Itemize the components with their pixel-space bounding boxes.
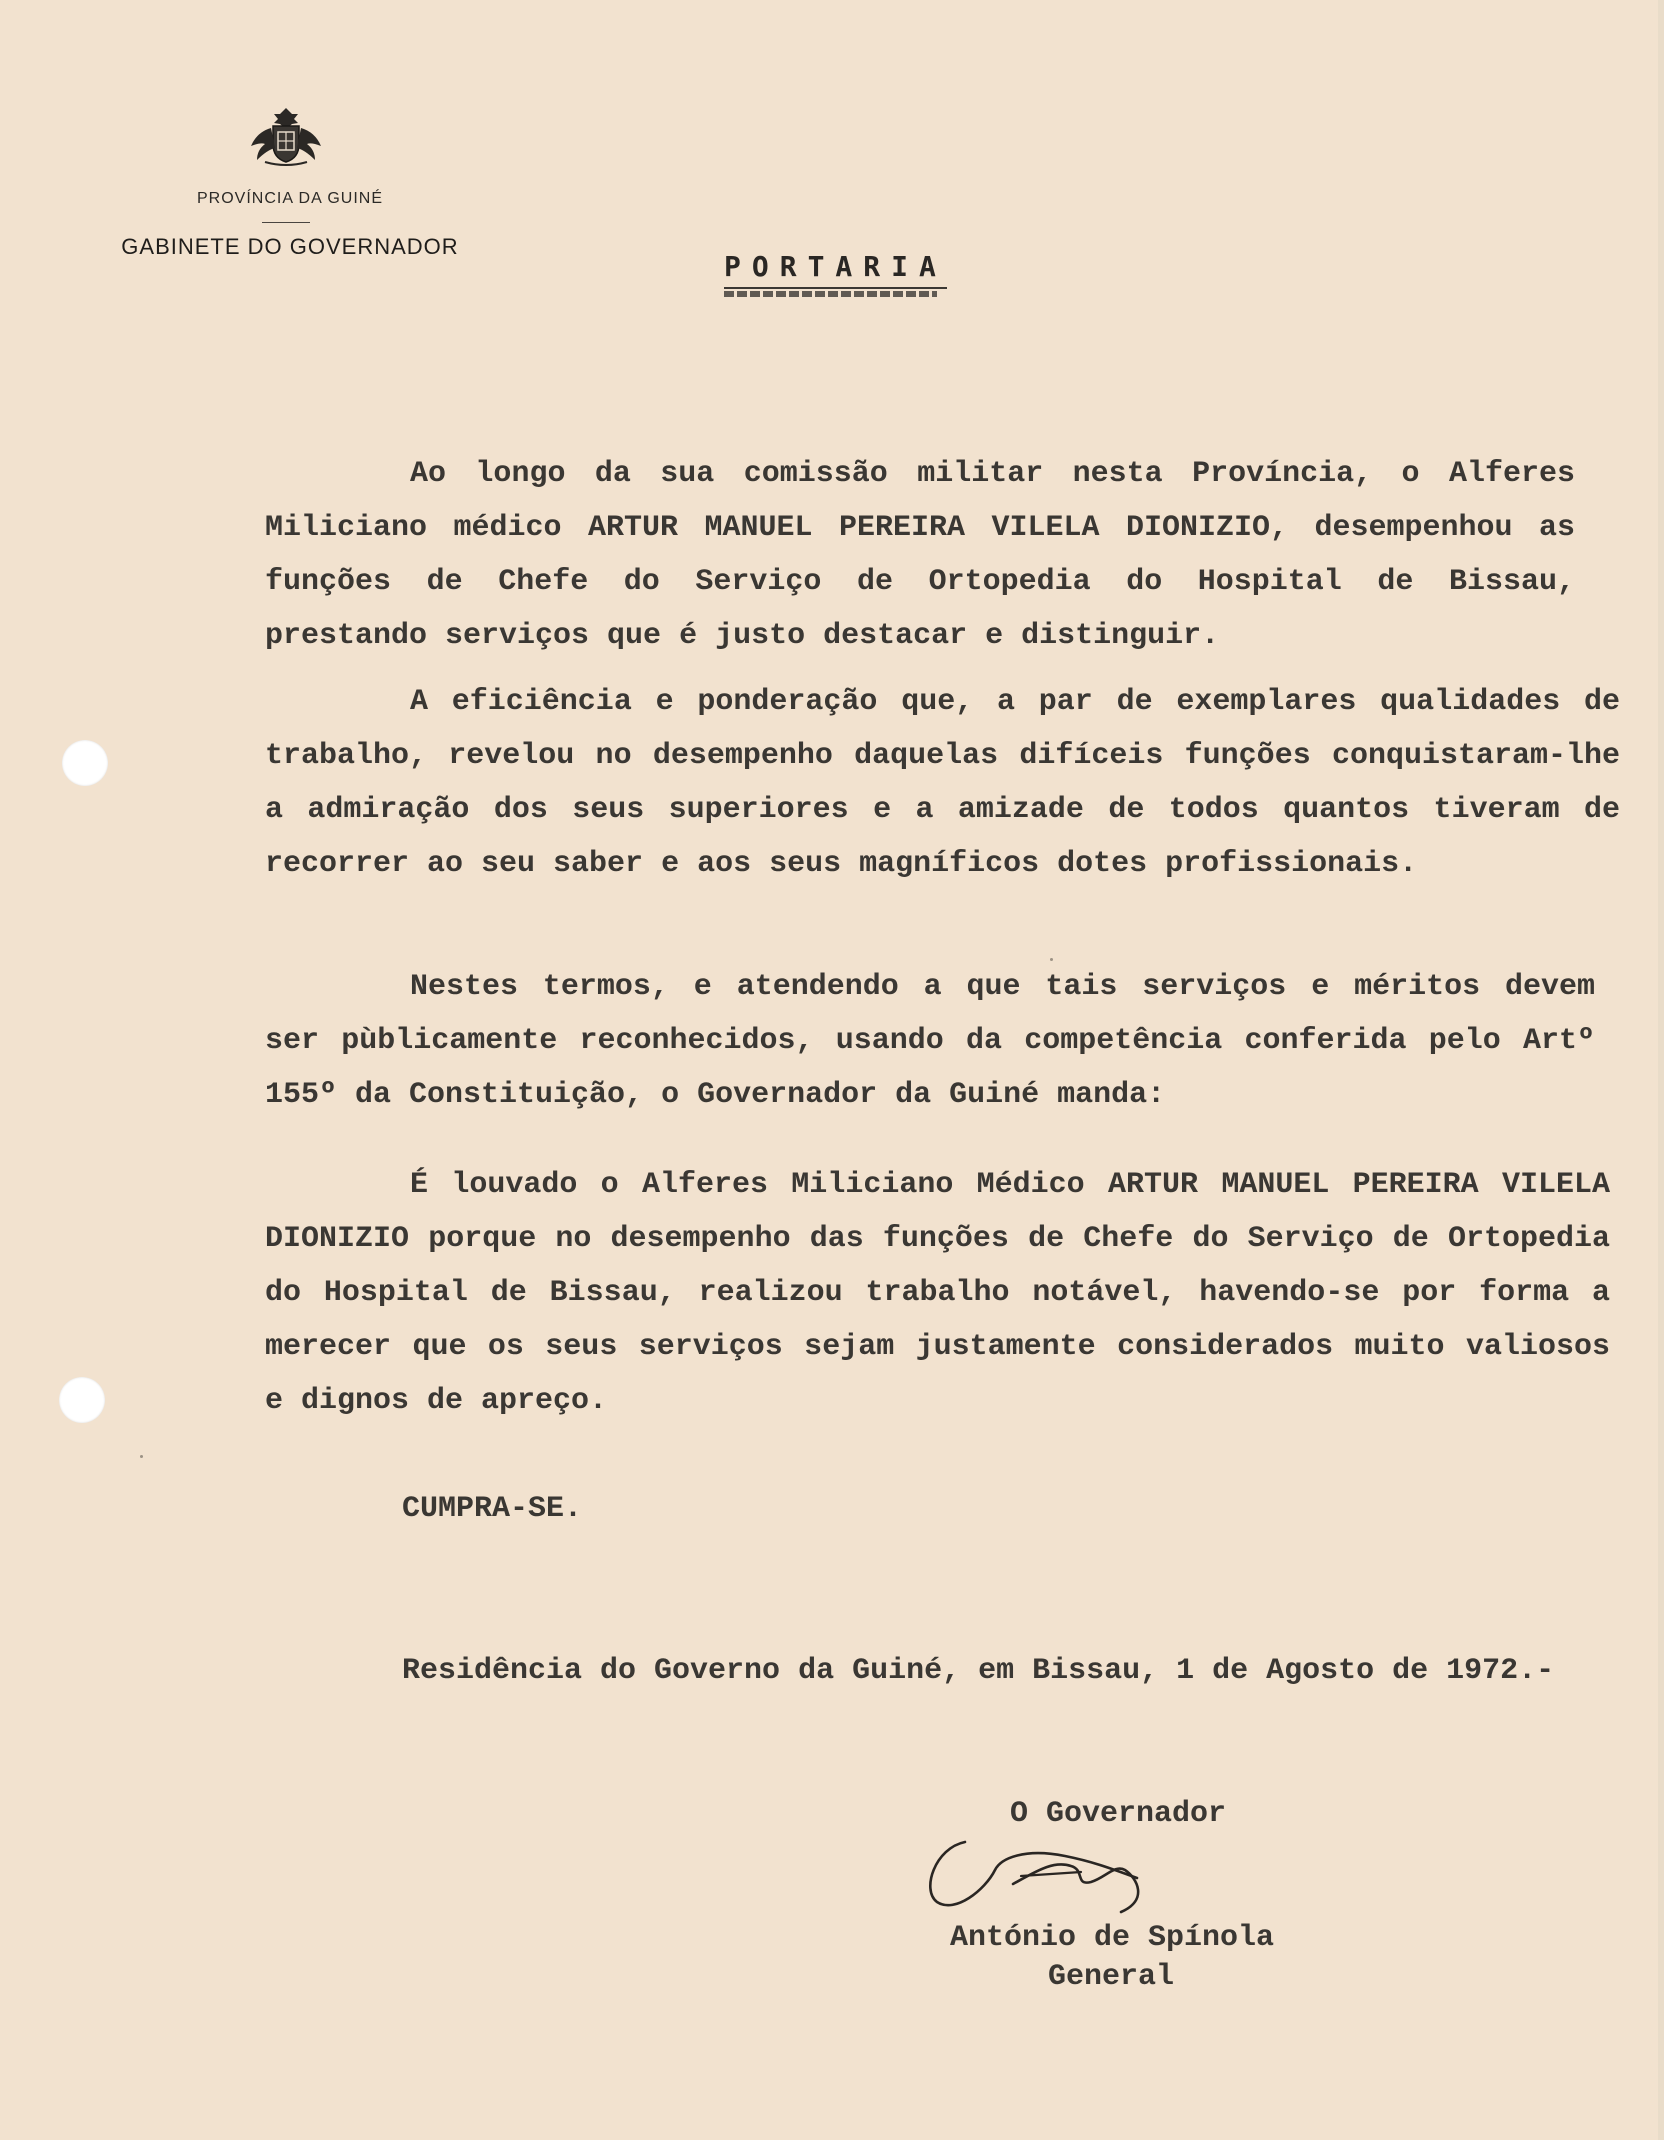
- paper-speck: [140, 1455, 143, 1458]
- body-paragraph: A eficiência e ponderação que, a par de exemplares qualidades de trabalho, revelou no desempenho daquelas difíceis funções conquistaram-lhe a admiração dos seus superiores e a amizade de todos quantos tiveram de recorrer ao seu saber e aos seus magníficos dotes profissionais.: [265, 685, 1620, 881]
- coat-of-arms-icon: [243, 104, 329, 166]
- letterhead-divider: [262, 222, 310, 223]
- paper-speck: [1050, 958, 1053, 961]
- punch-hole: [62, 740, 108, 786]
- punch-hole: [59, 1377, 105, 1423]
- place-and-date: Residência do Governo da Guiné, em Bissau, 1 de Agosto de 1972.-: [402, 1654, 1555, 1688]
- letterhead-province: PROVÍNCIA DA GUINÉ: [196, 190, 384, 207]
- signatory-rank: General: [1048, 1960, 1175, 1994]
- signature-heading: O Governador: [1010, 1797, 1227, 1831]
- letterhead-office: GABINETE DO GOVERNADOR: [121, 234, 459, 259]
- signatory-name: António de Spínola: [950, 1921, 1275, 1955]
- body-paragraph: É louvado o Alferes Miliciano Médico ARTUR MANUEL PEREIRA VILELA DIONIZIO porque no desempenho das funções de Chefe do Serviço de Ortopedia do Hospital de Bissau, realizou trabalho notável, havendo-se por forma a merecer que os seus serviços sejam justamente considerados muito valiosos e dignos de apreço.: [265, 1168, 1610, 1418]
- document-title: PORTARIA: [724, 250, 947, 289]
- closing-formula: CUMPRA-SE.: [402, 1492, 583, 1526]
- body-paragraph: Ao longo da sua comissão militar nesta Província, o Alferes Miliciano médico ARTUR MANUEL PEREIRA VILELA DIONIZIO, desempenhou as funções de Chefe do Serviço de Ortopedia do Hospital de Bissau, prestando serviços que é justo destacar e distinguir.: [265, 457, 1575, 653]
- body-paragraph: Nestes termos, e atendendo a que tais serviços e méritos devem ser pùblicamente reconhecidos, usando da competência conferida pelo Artº 155º da Constituição, o Governador da Guiné manda:: [265, 970, 1595, 1112]
